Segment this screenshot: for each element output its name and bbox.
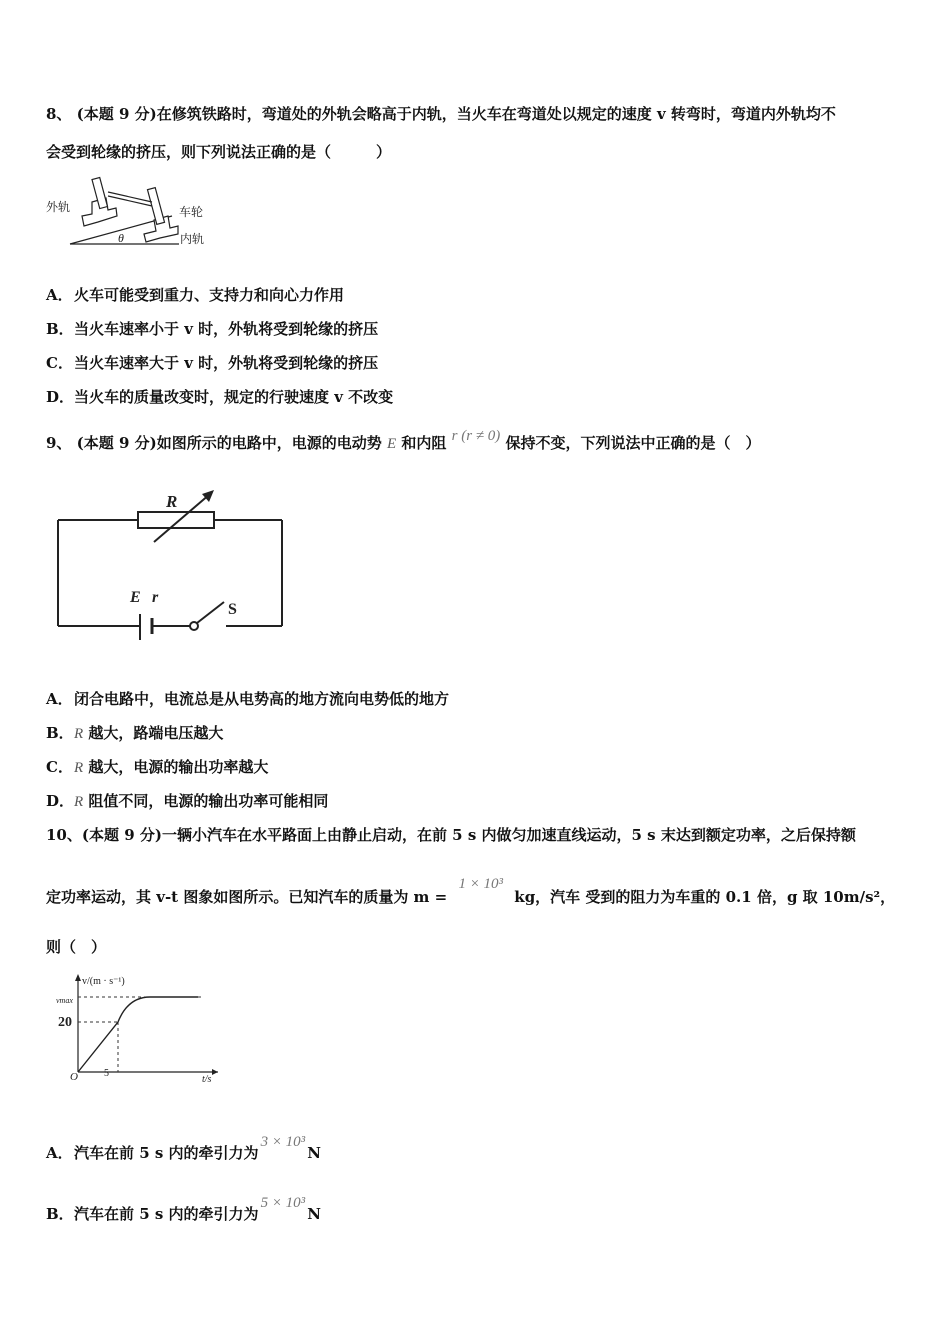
q9-option-d: D．R 阻值不同，电源的输出功率可能相同 xyxy=(46,792,329,810)
q10-option-b: B．汽车在前 5 s 内的牵引力为5 × 10³N xyxy=(46,1195,321,1223)
chart-ytick-20: 20 xyxy=(58,1015,72,1030)
q8-option-c: C．当火车速率大于 v 时，外轨将受到轮缘的挤压 xyxy=(46,354,379,372)
q9-fig-e-label: E xyxy=(130,589,141,606)
q9-option-b: B．R 越大，路端电压越大 xyxy=(46,724,224,742)
q10-mass: 1 × 10³ xyxy=(458,876,504,892)
q9-math-r: r (r ≠ 0) xyxy=(451,428,501,444)
q9-fig-rint-label: r xyxy=(152,589,159,606)
q9-number: 9、 xyxy=(46,434,72,452)
q8-rail-figure xyxy=(44,172,214,252)
chart-xtick-5: 5 xyxy=(104,1068,109,1079)
q9-resistor xyxy=(138,512,214,528)
chart-xlabel: t/s xyxy=(202,1074,212,1085)
q9-fig-s-label: S xyxy=(228,601,237,618)
q9-fig-r-label: R xyxy=(166,492,178,511)
chart-origin-label: O xyxy=(70,1071,78,1083)
q8-fig-outer-label: 外轨 xyxy=(46,200,71,214)
q10-line3: 则（ ） xyxy=(46,938,107,956)
q8-stem-1: (本题 9 分)在修筑铁路时，弯道处的外轨会略高于内轨，当火车在弯道处以规定的速度 v 转弯时，弯道内外轨均不 xyxy=(76,105,836,123)
q8-fig-wheel-label: 车轮 xyxy=(179,205,204,219)
q10-line2: 定功率运动，其 v-t 图象如图所示。已知汽车的质量为 m = 1 × 10³ kg，汽车 受到的阻力为车重的 0.1 倍，g 取 10m/s²， xyxy=(46,876,896,906)
q8-number: 8、 xyxy=(46,105,72,123)
q9-option-c: C．R 越大，电源的输出功率越大 xyxy=(46,758,269,776)
q8-fig-inner-label: 内轨 xyxy=(180,232,205,246)
chart-vmax-label: vmax xyxy=(56,996,73,1005)
q9-stem: 9、 (本题 9 分)如图所示的电路中，电源的电动势 E 和内阻 r (r ≠ 0) 保持不变，下列说法中正确的是（ ） xyxy=(46,428,761,452)
chart-series-line xyxy=(78,997,198,1072)
q8-stem-2: 会受到轮缘的挤压，则下列说法正确的是（ ） xyxy=(46,143,392,161)
q10-vt-chart xyxy=(52,970,222,1085)
q8-option-a: A．火车可能受到重力、支持力和向心力作用 xyxy=(46,286,345,304)
q9-circuit-figure xyxy=(50,484,290,654)
q8-option-b: B．当火车速率小于 v 时，外轨将受到轮缘的挤压 xyxy=(46,320,379,338)
q9-option-a: A．闭合电路中，电流总是从电势高的地方流向电势低的地方 xyxy=(46,690,450,708)
q10-line1: 10、(本题 9 分)一辆小汽车在水平路面上由静止启动，在前 5 s 内做匀加速直线运动，5 s 末达到额定功率，之后保持额 xyxy=(46,826,856,844)
q8-line1 xyxy=(46,103,836,124)
q8-option-d: D．当火车的质量改变时，规定的行驶速度 v 不改变 xyxy=(46,388,394,406)
q9-math-e: E xyxy=(386,436,397,452)
q8-fig-angle-label: θ xyxy=(118,231,124,245)
chart-ylabel: v/(m · s⁻¹) xyxy=(82,976,125,987)
q10-option-a: A．汽车在前 5 s 内的牵引力为3 × 10³N xyxy=(46,1134,321,1162)
q10-number: 10、 xyxy=(46,826,82,844)
